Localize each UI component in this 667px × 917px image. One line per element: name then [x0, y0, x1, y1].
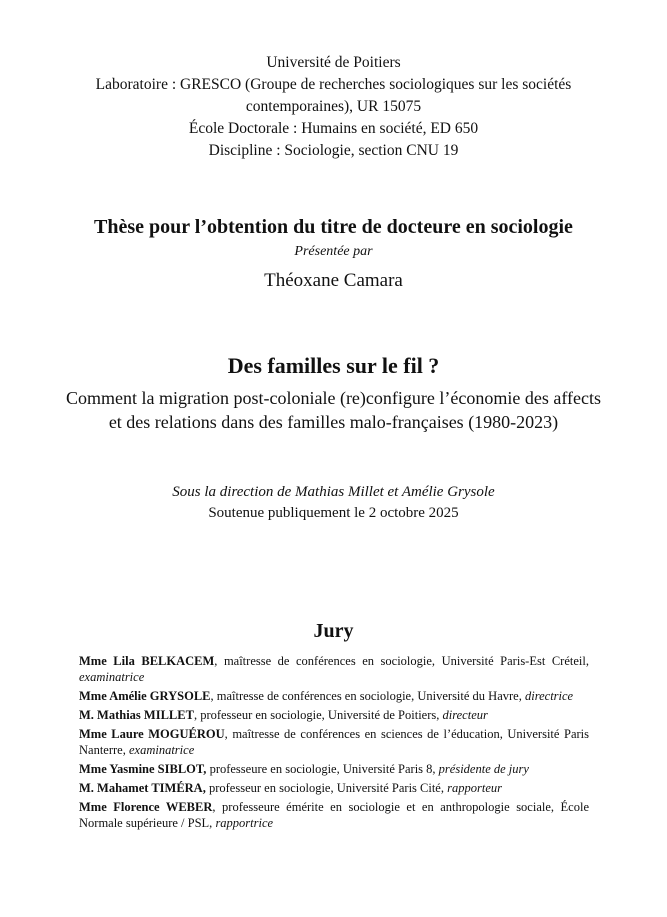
jury-member-role: rapporteur	[447, 781, 502, 795]
jury-member-details: maîtresse de conférences en sociologie, Université Paris-Est Créteil,	[223, 654, 589, 668]
jury-heading: Jury	[313, 620, 354, 642]
jury-member	[79, 707, 589, 723]
jury-member-name: M. Mahamet TIMÉRA,	[79, 781, 206, 795]
thesis-block	[80, 214, 587, 294]
jury-member-name: Mme Florence WEBER	[79, 800, 213, 814]
work-subtitle: Comment la migration post-coloniale (re)configure l’économie des affects et des relations dans des familles malo-françaises (1980-2023)	[66, 388, 601, 432]
jury-member	[79, 780, 589, 796]
doctoral-school-line: École Doctorale : Humains en société, ED 650	[188, 120, 479, 137]
jury-member-name: M. Mathias MILLET	[79, 708, 194, 722]
defense-date: Soutenue publiquement le 2 octobre 2025	[208, 505, 459, 521]
jury-member-details: professeure émérite en sociologie et en anthropologie sociale, École Normale supérieure / PSL,	[79, 800, 590, 830]
jury-member-details: maîtresse de conférences en sciences de l’éducation, Université Paris Nanterre,	[79, 727, 589, 757]
jury-member	[79, 653, 589, 685]
institution-header	[60, 52, 607, 162]
jury-list	[79, 653, 589, 834]
laboratory-line: Laboratoire : GRESCO (Groupe de recherches sociologiques sur les sociétés contemporaines), UR 15075	[95, 76, 572, 115]
work-title-block	[60, 352, 607, 434]
thesis-title: Thèse pour l’obtention du titre de docteure en sociologie	[94, 216, 573, 238]
university-name: Université de Poitiers	[266, 54, 401, 71]
jury-member-separator: ,	[210, 689, 217, 703]
jury-member-name: Mme Laure MOGUÉROU	[79, 727, 225, 741]
jury-member-role: présidente de jury	[438, 762, 529, 776]
jury-member-separator: ,	[212, 800, 223, 814]
jury-member-role: examinatrice	[128, 743, 195, 757]
jury-member-name: Mme Lila BELKACEM	[79, 654, 215, 668]
defense-block	[60, 482, 607, 524]
author-name: Théoxane Camara	[264, 270, 403, 291]
jury-member-role: directrice	[524, 689, 574, 703]
presented-by: Présentée par	[294, 244, 373, 259]
jury-member-role: rapportrice	[215, 816, 274, 830]
jury-member-separator: ,	[214, 654, 224, 668]
jury-member	[79, 688, 589, 704]
jury-member-name: Mme Yasmine SIBLOT,	[79, 762, 207, 776]
jury-member-details: professeure en sociologie, Université Paris 8,	[209, 762, 439, 776]
jury-member-details: maîtresse de conférences en sociologie, Université du Havre,	[216, 689, 525, 703]
jury-member-separator: ,	[193, 708, 201, 722]
jury-member	[79, 726, 589, 758]
jury-member-name: Mme Amélie GRYSOLE	[79, 689, 211, 703]
jury-member-details: professeur en sociologie, Université de Poitiers,	[200, 708, 443, 722]
work-title: Des familles sur le fil ?	[227, 353, 440, 378]
jury-member	[79, 761, 589, 777]
jury-member-details: professeur en sociologie, Université Paris Cité,	[208, 781, 448, 795]
supervision-line: Sous la direction de Mathias Millet et Amélie Grysole	[172, 484, 495, 500]
jury-member-role: directeur	[442, 708, 488, 722]
jury-member-role: examinatrice	[79, 670, 145, 684]
jury-member-separator: ,	[224, 727, 233, 741]
jury-member	[79, 799, 589, 831]
discipline-line: Discipline : Sociologie, section CNU 19	[208, 142, 459, 159]
